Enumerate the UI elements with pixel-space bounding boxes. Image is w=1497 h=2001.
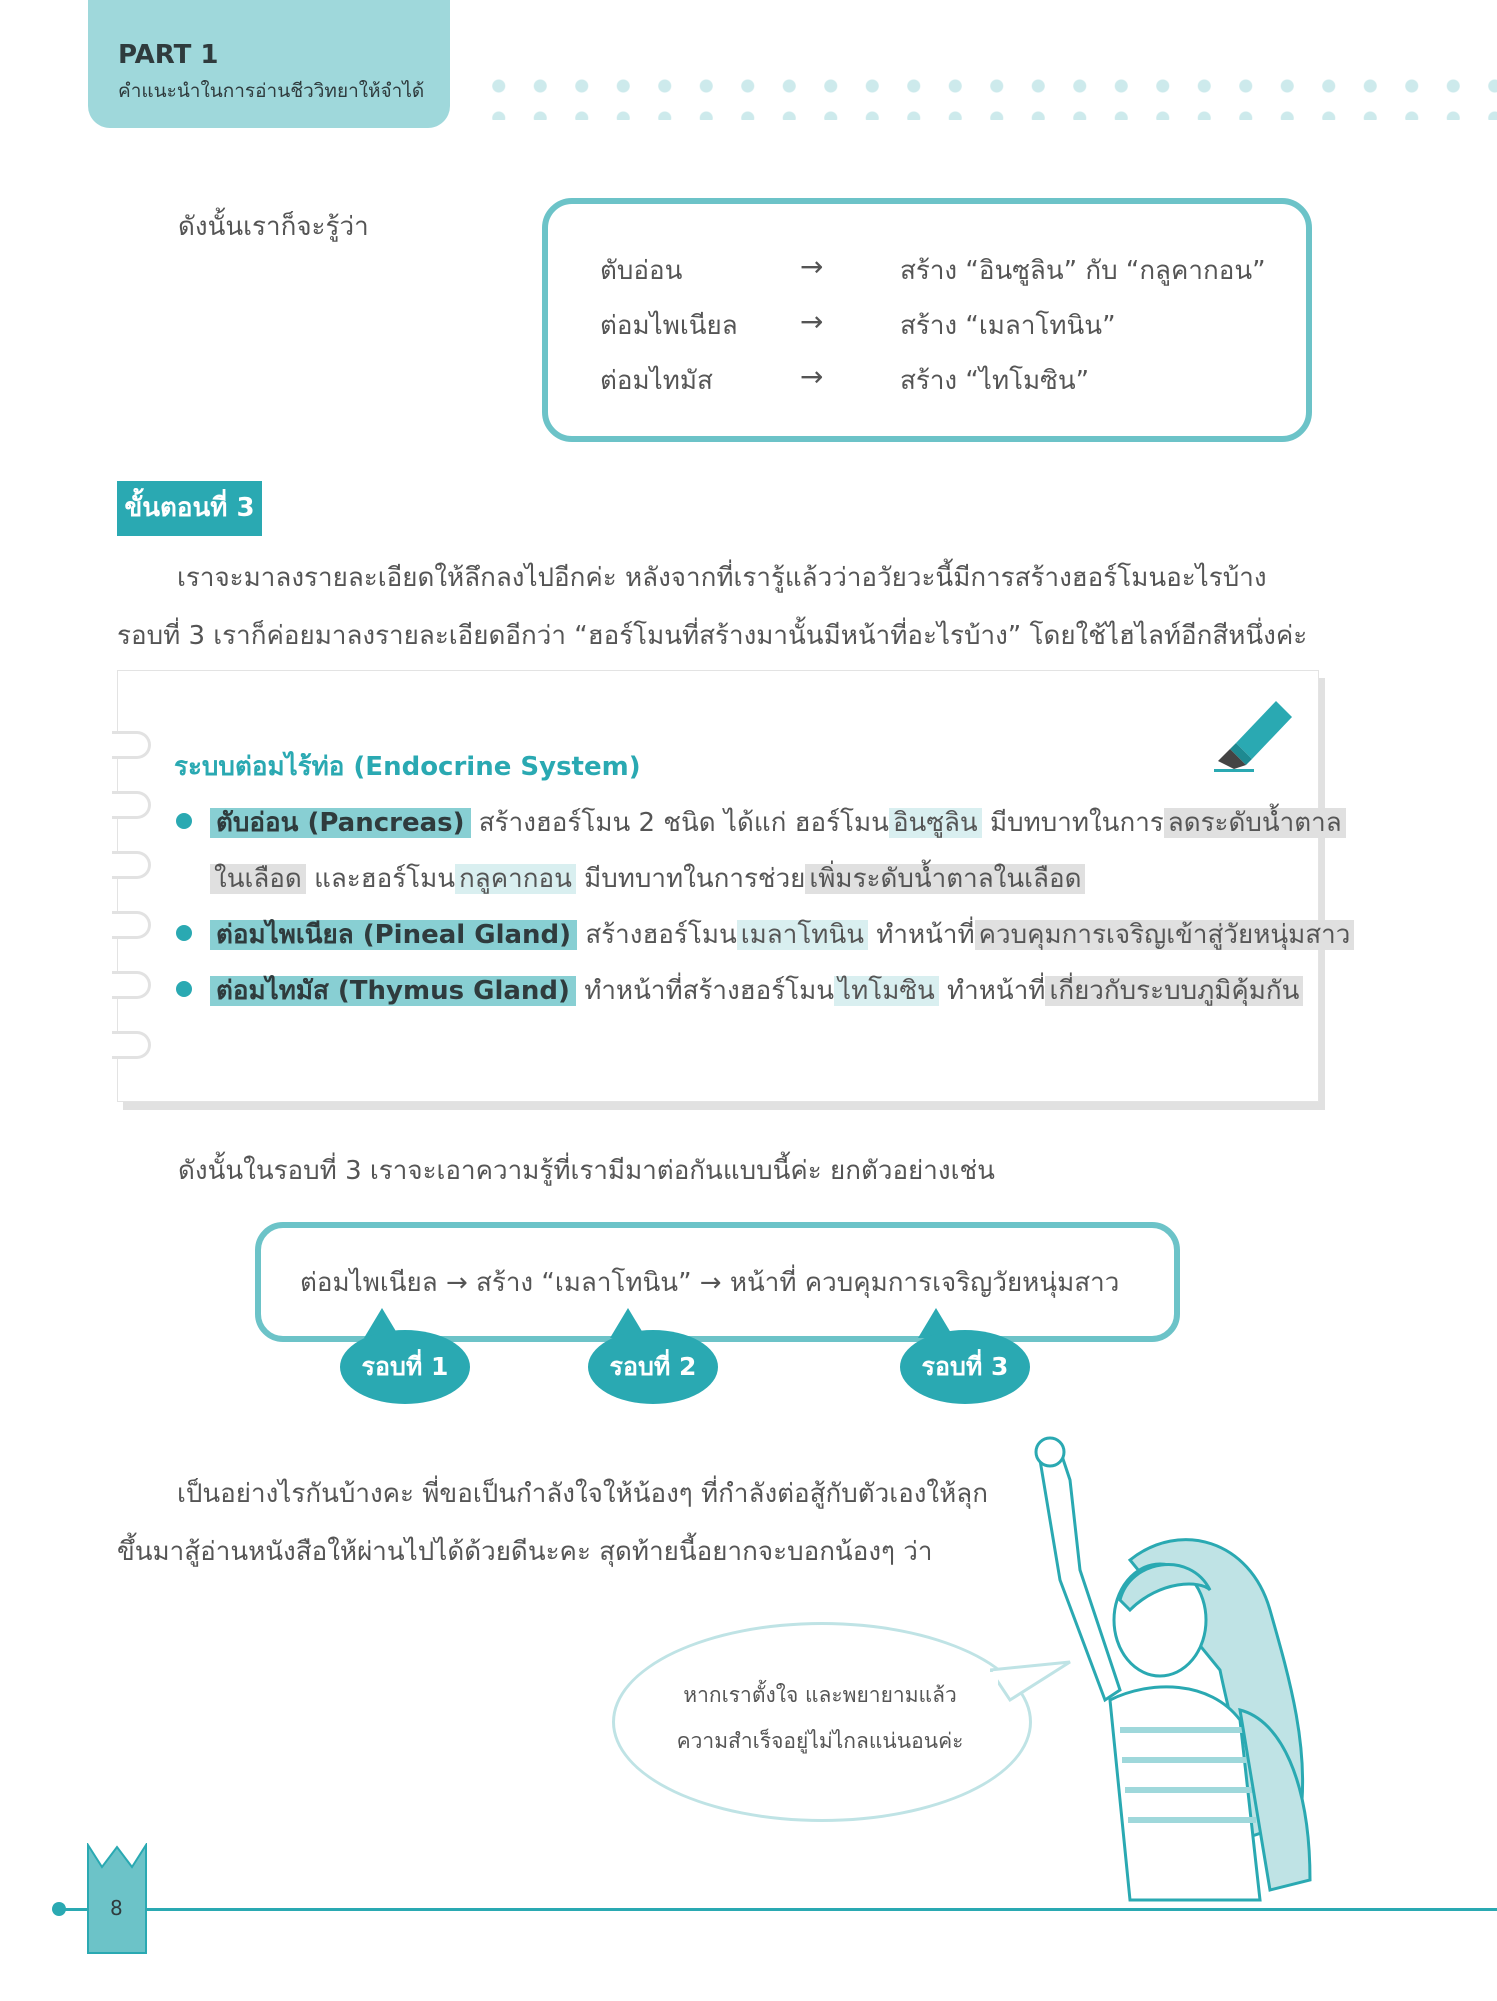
highlight-function: ลดระดับน้ำตาล — [1164, 808, 1346, 838]
footer-line — [55, 1908, 1497, 1911]
highlight-organ: ต่อมไพเนียล (Pineal Gland) — [210, 920, 577, 950]
highlight-function: เกี่ยวกับระบบภูมิคุ้มกัน — [1045, 976, 1303, 1006]
round-2-bubble: รอบที่ 2 — [588, 1330, 718, 1404]
part-subtitle: คำแนะนำในการอ่านชีววิทยาให้จำได้ — [118, 80, 425, 102]
body-text: มีบทบาทในการช่วย — [584, 864, 806, 894]
bullet-pancreas — [210, 802, 1346, 843]
highlighter-icon — [1208, 693, 1298, 773]
bullet-dot — [176, 981, 192, 997]
highlight-function: ควบคุมการเจริญเข้าสู่วัยหนุ่มสาว — [975, 920, 1355, 950]
organ-name: ต่อมไพเนียล — [600, 311, 738, 341]
organ-result: สร้าง “ไทโมซิน” — [900, 366, 1090, 396]
highlight-organ: ตับอ่อน (Pancreas) — [210, 808, 471, 838]
arrow-icon: → — [800, 360, 824, 393]
organ-result: สร้าง “อินซูลิน” กับ “กลูคากอน” — [900, 256, 1266, 286]
bullet-thymus — [210, 970, 1303, 1011]
closing-paragraph: เป็นอย่างไรกันบ้างคะ พี่ขอเป็นกำลังใจให้น้องๆ ที่กำลังต่อสู้กับตัวเองให้ลุกขึ้นมาสู้อ่านหนังสือให้ผ่านไปได้ด้วยดีนะคะ สุดท้ายนี้อยากจะบอกน้องๆ ว่า — [117, 1479, 988, 1567]
notepad-title: ระบบต่อมไร้ท่อ (Endocrine System) — [174, 752, 641, 782]
highlight-hormone: เมลาโทนิน — [737, 920, 868, 950]
then-text: ดังนั้นในรอบที่ 3 เราจะเอาความรู้ที่เรามีมาต่อกันแบบนี้ค่ะ ยกตัวอย่างเช่น — [178, 1156, 995, 1186]
body-text: ทำหน้าที่สร้างฮอร์โมน — [584, 976, 835, 1006]
bullet-pineal — [210, 914, 1354, 955]
notepad-ring — [112, 1031, 151, 1059]
round-3-bubble: รอบที่ 3 — [900, 1330, 1030, 1404]
page-number: 8 — [110, 1896, 123, 1920]
bullet-dot — [176, 813, 192, 829]
round-1-bubble: รอบที่ 1 — [340, 1330, 470, 1404]
body-text: มีบทบาทในการ — [989, 808, 1164, 838]
notepad-ring — [112, 851, 151, 879]
speech-line: ความสำเร็จอยู่ไม่ไกลแน่นอนค่ะ — [676, 1729, 964, 1753]
body-text: สร้างฮอร์โมน — [585, 920, 737, 950]
organ-name: ต่อมไทมัส — [600, 366, 713, 396]
body-text: สร้างฮอร์โมน 2 ชนิด ได้แก่ ฮอร์โมน — [478, 808, 889, 838]
arrow-icon: → — [800, 250, 824, 283]
notepad-ring — [112, 971, 151, 999]
body-text: ทำหน้าที่ — [947, 976, 1046, 1006]
decorative-dots — [478, 70, 1497, 120]
chain-text: ต่อมไพเนียล → สร้าง “เมลาโทนิน” → หน้าที่ ควบคุมการเจริญวัยหนุ่มสาว — [300, 1268, 1120, 1298]
summary-box — [542, 198, 1312, 442]
highlight-function: ในเลือด — [210, 864, 306, 894]
highlight-function: เพิ่มระดับน้ำตาลในเลือด — [805, 864, 1085, 894]
highlight-hormone: ไทโมซิน — [834, 976, 939, 1006]
part-title: PART 1 — [118, 40, 219, 70]
speech-text — [630, 1672, 1010, 1764]
bullet-dot — [176, 925, 192, 941]
arrow-icon: → — [800, 305, 824, 338]
body-text: ทำหน้าที่ — [876, 920, 975, 950]
footer-dot — [52, 1902, 66, 1916]
highlight-hormone: อินซูลิน — [889, 808, 982, 838]
highlight-organ: ต่อมไทมัส (Thymus Gland) — [210, 976, 576, 1006]
intro-text: ดังนั้นเราก็จะรู้ว่า — [178, 212, 369, 242]
highlight-hormone: กลูคากอน — [455, 864, 576, 894]
body-text: และฮอร์โมน — [314, 864, 456, 894]
notepad-ring — [112, 791, 151, 819]
speech-line: หากเราตั้งใจ และพยายามแล้ว — [683, 1683, 957, 1707]
bullet-pancreas-cont — [210, 858, 1085, 899]
notepad-ring — [112, 911, 151, 939]
organ-result: สร้าง “เมลาโทนิน” — [900, 311, 1116, 341]
organ-name: ตับอ่อน — [600, 256, 683, 286]
step-label: ขั้นตอนที่ 3 — [117, 481, 262, 536]
notepad-ring — [112, 731, 151, 759]
cheering-girl-illustration — [1010, 1420, 1340, 1920]
step-paragraph: เราจะมาลงรายละเอียดให้ลึกลงไปอีกค่ะ หลังจากที่เรารู้แล้วว่าอวัยวะนี้มีการสร้างฮอร์โมนอะไรบ้าง รอบที่ 3 เราก็ค่อยมาลงรายละเอียดอีกว่า “ฮอร์โมนที่สร้างมานั้นมีหน้าที่อะไรบ้าง” โดยใช้ไฮไลท์อีกสีหนึ่งค่ะ — [117, 563, 1308, 651]
